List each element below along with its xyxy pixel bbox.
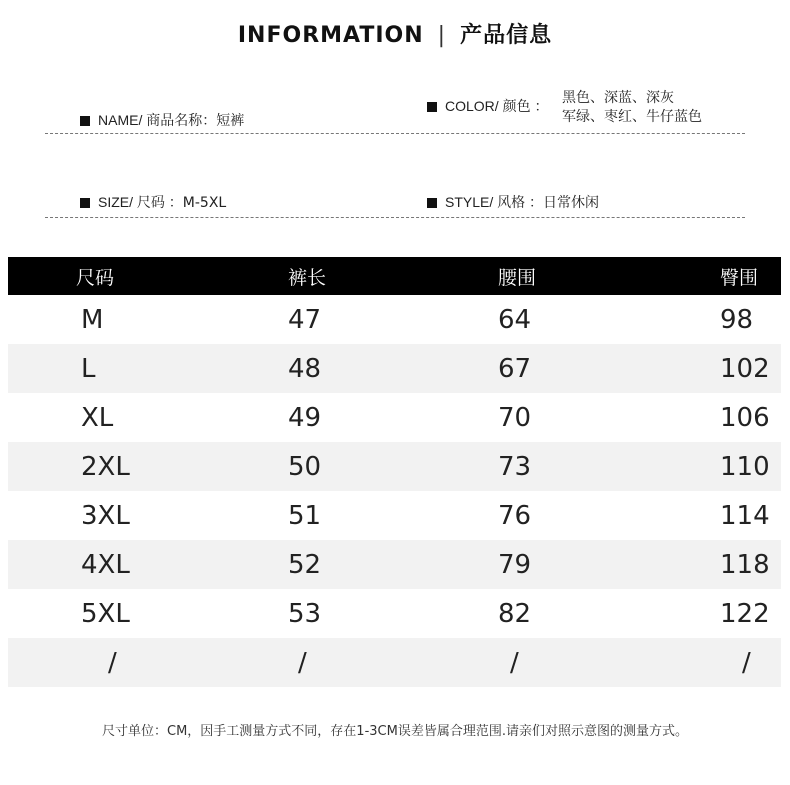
color-values [562,89,702,127]
cell-length: 51 [288,500,322,531]
info-name [80,110,244,130]
cell-waist: 73 [498,442,720,491]
cell-size: M [81,304,104,335]
style-value: 日常休闲 [543,195,600,211]
color-values-line2: 军绿、枣红、牛仔蓝色 [562,109,702,125]
cell-hip: 122 [720,598,770,629]
color-label: COLOR/ 颜色 ： [445,98,549,114]
cell-hip: 110 [720,442,781,491]
bullet-square-icon [427,198,437,208]
cell-size: L [8,344,288,393]
table-row [8,540,781,589]
cell-length: 52 [288,540,498,589]
cell-waist: 67 [498,344,720,393]
page-title [0,18,790,49]
cell-hip: / [720,638,781,687]
size-table [8,257,781,687]
info-size [80,192,226,212]
cell-hip: 118 [720,540,781,589]
cell-length: 53 [288,598,322,629]
table-row [8,393,781,442]
title-english: INFORMATION [237,23,424,48]
table-row [8,442,781,491]
cell-size: / [8,638,288,687]
cell-waist: 82 [498,598,532,629]
footnote: 尺寸单位：CM，因手工测量方式不同，存在1-3CM误差皆属合理范围.请亲们对照示意图的测量方式。 [102,724,688,739]
cell-size: 4XL [8,540,288,589]
cell-size: 3XL [81,500,130,531]
table-row [8,589,781,638]
name-value: 短裤 [216,113,245,129]
cell-waist: 64 [498,304,532,335]
table-header-row [8,257,781,295]
cell-waist: 70 [498,402,532,433]
color-values-line1: 黑色、深蓝、深灰 [562,90,674,106]
bullet-square-icon [80,198,90,208]
cell-length: 48 [288,344,498,393]
title-chinese: 产品信息 [460,23,553,48]
table-row [8,295,781,344]
size-value: M-5XL [182,195,227,211]
info-style [427,192,599,212]
header-length: 裤长 [288,257,498,295]
cell-size: 2XL [8,442,288,491]
cell-waist: 79 [498,540,720,589]
info-color [427,96,548,116]
cell-hip: 102 [720,344,781,393]
cell-hip: 98 [720,304,754,335]
cell-waist: / [498,638,720,687]
cell-size: XL [81,402,114,433]
cell-hip: 106 [720,402,770,433]
cell-size: 5XL [81,598,130,629]
cell-length: 49 [288,402,322,433]
cell-length: 50 [288,442,498,491]
divider [45,133,745,134]
title-separator: | [437,23,447,48]
table-row [8,638,781,687]
divider [45,217,745,218]
cell-hip: 114 [720,500,770,531]
cell-length: / [288,638,498,687]
table-row [8,491,781,540]
header-hip: 臀围 [720,257,781,295]
header-size: 尺码 [8,257,288,295]
bullet-square-icon [427,102,437,112]
style-label: STYLE/ 风格 ： [445,194,544,210]
size-label: SIZE/ 尺码 ： [98,194,183,210]
bullet-square-icon [80,116,90,126]
header-waist: 腰围 [498,257,720,295]
table-row [8,344,781,393]
cell-waist: 76 [498,500,532,531]
cell-length: 47 [288,304,322,335]
name-label: NAME/ 商品名称： [98,112,217,128]
